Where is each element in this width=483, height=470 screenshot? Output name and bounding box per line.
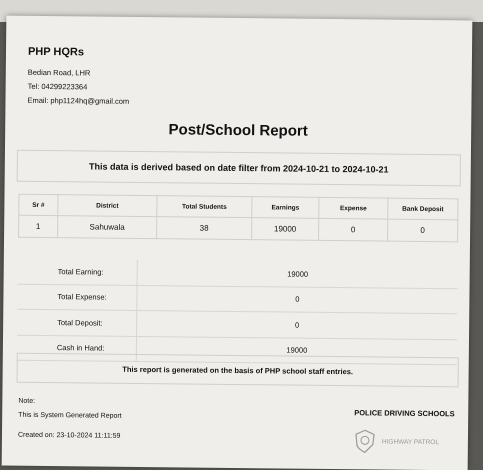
column-header: Sr #: [19, 194, 58, 215]
highway-patrol-logo: [354, 429, 439, 454]
table-cell: 0: [388, 219, 458, 242]
address: Bedian Road, LHR: [27, 67, 91, 78]
report-title: Post/School Report: [168, 121, 308, 140]
report-page: [2, 16, 473, 470]
summary-value: 19000: [286, 345, 308, 355]
basis-note: [17, 353, 459, 388]
summary-table: [17, 259, 458, 366]
note-text: This is System Generated Report: [18, 411, 122, 420]
date-filter-text: This data is derived based on date filter from 2024-10-21 to 2024-10-21: [88, 161, 389, 175]
note-label: Note:: [18, 397, 36, 405]
created-timestamp: Created on: 23-10-2024 11:11:59: [17, 431, 121, 440]
column-header: Earnings: [252, 197, 319, 219]
summary-label: Total Earning:: [18, 259, 138, 285]
table-cell: 19000: [252, 218, 319, 241]
column-header: District: [58, 195, 157, 217]
emblem-icon: [354, 429, 376, 453]
table-cell: Sahuwala: [58, 216, 157, 239]
column-header: Total Students: [157, 196, 252, 218]
summary-value: 0: [295, 294, 300, 304]
summary-label: Total Expense:: [17, 284, 137, 310]
email: Email: php1124hq@gmail.com: [27, 95, 130, 106]
summary-value: 19000: [287, 269, 309, 279]
column-header: Bank Deposit: [388, 198, 458, 220]
table-cell: 1: [19, 215, 58, 237]
report-table: [18, 194, 458, 243]
company-name: PHP HQRs: [27, 45, 85, 59]
table-row: [19, 215, 458, 242]
table-cell: 38: [157, 217, 252, 240]
summary-value: 0: [295, 320, 300, 330]
summary-label: Cash in Hand:: [17, 335, 137, 361]
summary-label: Total Deposit:: [17, 310, 137, 336]
telephone: Tel: 04299223364: [27, 81, 88, 92]
table-cell: 0: [319, 218, 388, 241]
column-header: Expense: [319, 197, 388, 219]
logo-text: HIGHWAY PATROL: [381, 438, 440, 446]
basis-note-text: This report is generated on the basis of PHP school staff entries.: [122, 364, 354, 376]
date-filter-note: [17, 150, 461, 187]
organization-name: POLICE DRIVING SCHOOLS: [354, 408, 455, 419]
